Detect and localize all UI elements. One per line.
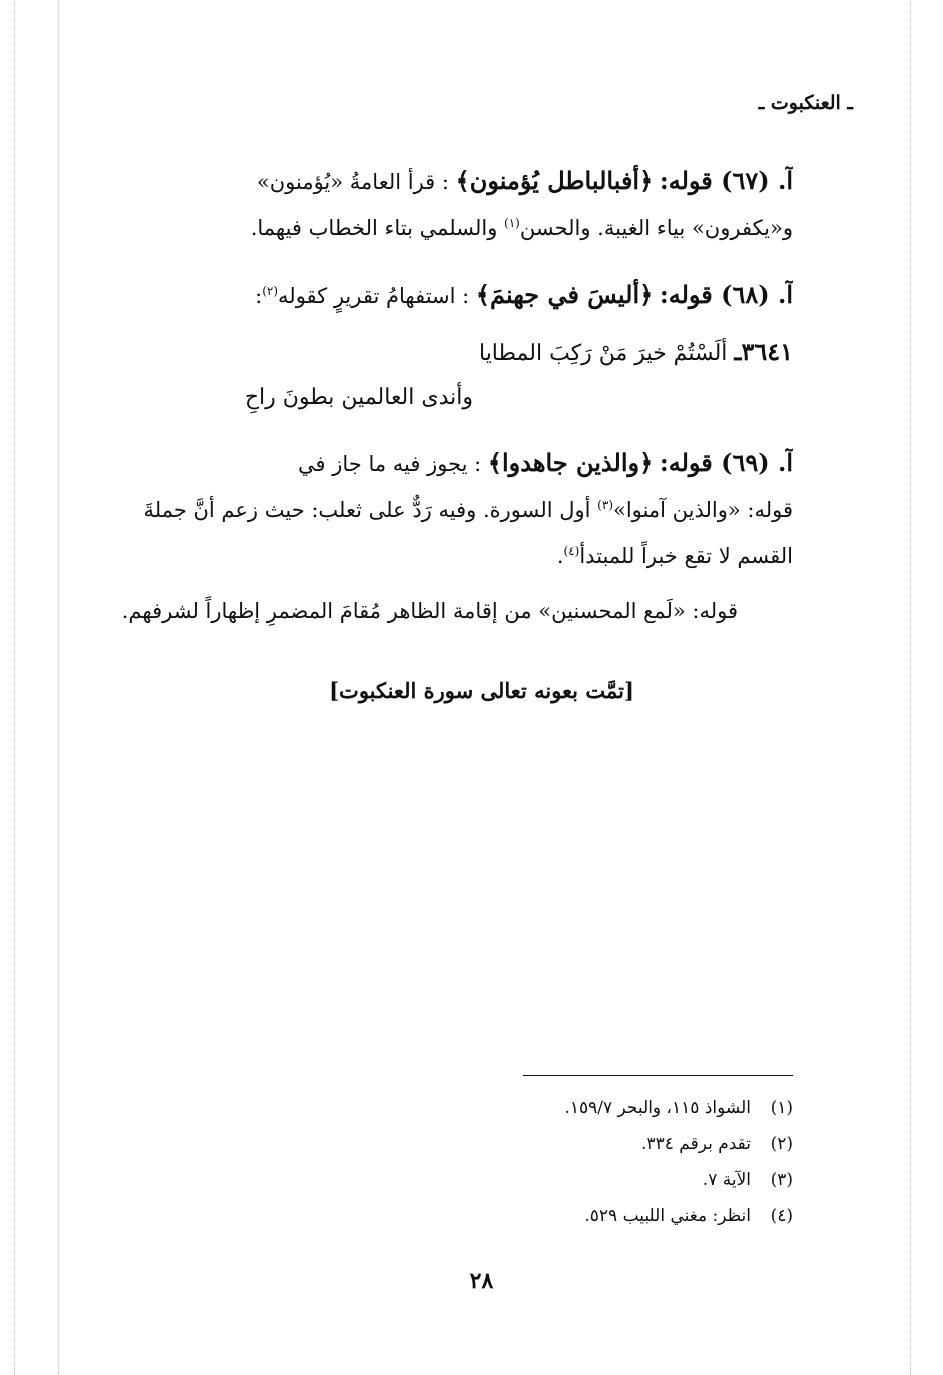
footnote-number: (١) <box>770 1098 793 1118</box>
verse-67-quote: ﴿أفبالباطل يُؤمنون﴾ <box>455 166 654 195</box>
poem-line-1 <box>93 330 793 376</box>
surah-closing: [تمَّت بعونه تعالى سورة العنكبوت] <box>329 678 634 703</box>
verse-69-line-2 <box>103 487 793 533</box>
verse-69-period: . <box>556 544 564 568</box>
footnote-text: انظر: مغني اللبيب ٥٢٩. <box>584 1206 751 1226</box>
verse-69-marker: آ. (٦٩) قوله: <box>659 448 793 477</box>
footnote-ref-1: (١) <box>504 216 520 230</box>
poem-number: ٣٦٤١ـ <box>734 337 793 366</box>
footnote-item <box>293 1126 793 1162</box>
verse-67-line-2 <box>103 205 793 251</box>
verse-67-text-cont: والسلمي بتاء الخطاب فيهما. <box>250 216 505 240</box>
verse-69-line-1 <box>103 440 793 487</box>
footnote-ref-4: (٤) <box>563 544 580 558</box>
footnote-number: (٣) <box>770 1170 793 1190</box>
verse-67-line-1 <box>103 158 793 205</box>
page-number: ٢٨ <box>469 1268 494 1294</box>
poem-hemistich-2: وأندى العالمين بطونَ راحِ <box>244 385 473 410</box>
poem-verse <box>93 330 793 420</box>
verse-69-text-cont: أول السورة. وفيه رَدٌّ على ثعلب: حيث زعم أنَّ جملةَ <box>143 498 598 522</box>
verse-68-commentary: : استفهامُ تقريرٍ كقوله <box>278 284 470 308</box>
verse-68-quote: ﴿أليسَ في جهنمَ﴾ <box>475 280 654 309</box>
footnote-item <box>293 1090 793 1126</box>
verse-68-marker: آ. (٦٨) قوله: <box>659 280 793 309</box>
verse-68-colon: : <box>255 284 263 308</box>
footnote-number: (٢) <box>770 1134 793 1154</box>
footnote-number: (٤) <box>770 1206 793 1226</box>
footnote-item <box>293 1198 793 1234</box>
poem-line-2 <box>93 376 793 420</box>
footnote-text: الآية ٧. <box>702 1170 751 1190</box>
verse-67-text: و«يكفرون» بياء الغيبة. والحسن <box>519 216 793 240</box>
verse-69-quote: ﴿والذين جاهدوا﴾ <box>487 448 654 477</box>
note-paragraph <box>103 588 793 634</box>
verse-67-marker: آ. (٦٧) قوله: <box>659 166 793 195</box>
verse-68-line-1 <box>103 272 793 319</box>
footnote-ref-3: (٣) <box>597 498 613 512</box>
footnote-ref-2: (٢) <box>262 284 279 298</box>
verse-68-paragraph <box>103 272 793 319</box>
footnote-item <box>293 1162 793 1198</box>
running-header: ـ العنكبوت ـ <box>758 92 853 114</box>
verse-69-line-3 <box>103 533 793 579</box>
note-line: قوله: «لَمع المحسنين» من إقامة الظاهر مُقامَ المضمرِ إظهاراً لشرفهم. <box>121 599 738 623</box>
footnote-divider <box>523 1075 793 1076</box>
verse-69-commentary: : يجوز فيه ما جاز في <box>298 452 482 476</box>
verse-67-commentary: : قرأ العامةُ «يُؤمنون» <box>256 170 449 194</box>
verse-67-paragraph <box>103 158 793 251</box>
verse-69-paragraph <box>103 440 793 579</box>
footnote-text: تقدم برقم ٣٣٤. <box>641 1134 751 1154</box>
poem-hemistich-1: ألَسْتُمْ خيرَ مَنْ رَكِبَ المطايا <box>478 341 728 366</box>
verse-69-text-end: القسم لا تقع خبراً للمبتدأ <box>579 544 793 568</box>
footnotes <box>293 1090 793 1234</box>
verse-69-text: قوله: «والذين آمنوا» <box>613 498 793 522</box>
footnote-text: الشواذ ١١٥، والبحر ١٥٩/٧. <box>564 1098 751 1118</box>
